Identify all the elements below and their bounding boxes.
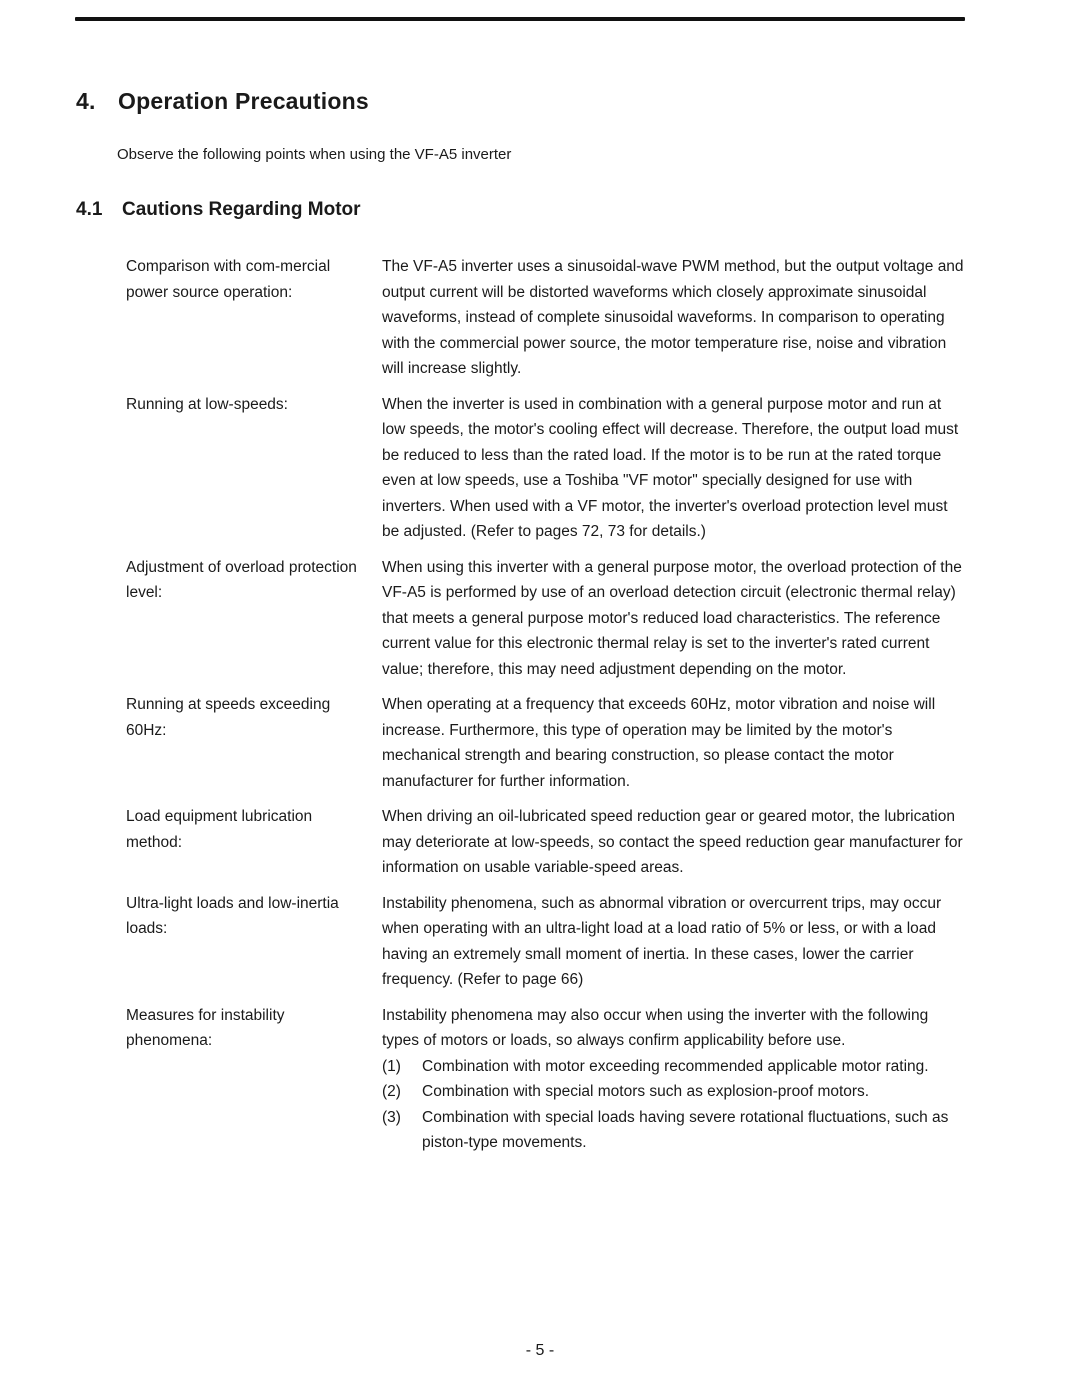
instability-conditions-list	[382, 1054, 968, 1156]
caution-body	[382, 1003, 968, 1156]
caution-text: When the inverter is used in combination with a general purpose motor and run at low speeds, the motor's cooling effect will decrease. Therefore, the output load must be reduced to less than the rated load. If the motor is to be run at the rated torque even at low speeds, use a Toshiba "VF motor" specially designed for use with inverters. When used with a VF motor, the inverter's overload protection level must be adjusted. (Refer to pages 72, 73 for details.)	[382, 395, 959, 540]
caution-label: Measures for instability phenomena:	[126, 1006, 285, 1049]
caution-body	[382, 891, 968, 993]
list-marker: (2)	[382, 1083, 401, 1100]
caution-low-speeds	[126, 392, 968, 545]
caution-body	[382, 254, 968, 382]
caution-body	[382, 804, 968, 881]
caution-lubrication	[126, 804, 968, 881]
section-title-text: Operation Precautions	[118, 88, 369, 114]
section-title	[76, 88, 369, 115]
caution-body	[382, 692, 968, 794]
caution-label: Comparison with com-mercial power source operation:	[126, 258, 331, 301]
subsection-number: 4.1	[76, 199, 103, 220]
caution-text: When using this inverter with a general purpose motor, the overload protection of the VF-A5 is performed by use of an overload detection circuit (electronic thermal relay) that meets a general purpose motor's reduced load characteristics. The reference current value for this electronic thermal relay is set to the inverter's rated current value; therefore, this may need adjustment depending on the motor.	[382, 558, 962, 678]
caution-label: Running at speeds exceeding 60Hz:	[126, 696, 331, 739]
caution-instability	[126, 1003, 968, 1156]
list-item	[382, 1079, 968, 1105]
intro-text: Observe the following points when using the VF-A5 inverter	[117, 146, 512, 163]
list-item-text: Combination with motor exceeding recommended applicable motor rating.	[422, 1057, 929, 1075]
list-item-text: Combination with special loads having severe rotational fluctuations, such as piston-type movements.	[422, 1108, 949, 1151]
caution-label: Ultra-light loads and low-inertia loads:	[126, 894, 339, 937]
list-item	[382, 1105, 968, 1156]
section-number: 4.	[76, 88, 96, 114]
caution-body	[382, 392, 968, 545]
subsection-title	[76, 199, 361, 221]
caution-text: When driving an oil-lubricated speed reduction gear or geared motor, the lubrication may deteriorate at low-speeds, so contact the speed reduction gear manufacturer for information on usable variable-speed areas.	[382, 808, 963, 876]
caution-text: Instability phenomena may also occur when using the inverter with the following types of motors or loads, so always confirm applicability before use.	[382, 1006, 929, 1049]
caution-body	[382, 555, 968, 683]
caution-high-speeds	[126, 692, 968, 794]
caution-label: Running at low-speeds:	[126, 395, 288, 413]
top-rule	[75, 17, 965, 21]
cautions-list	[126, 254, 968, 1166]
caution-label: Adjustment of overload protection level:	[126, 558, 357, 601]
list-item-text: Combination with special motors such as explosion-proof motors.	[422, 1083, 870, 1100]
list-marker: (3)	[382, 1108, 401, 1126]
caution-overload-protection	[126, 555, 968, 683]
caution-text: Instability phenomena, such as abnormal vibration or overcurrent trips, may occur when operating with an ultra-light load at a load ratio of 5% or less, or with a load having an extremely small moment of inertia. In these cases, lower the carrier frequency. (Refer to page 66)	[382, 894, 942, 988]
subsection-title-text: Cautions Regarding Motor	[122, 199, 361, 220]
list-item	[382, 1054, 968, 1080]
caution-label: Load equipment lubrication method:	[126, 808, 313, 851]
list-marker: (1)	[382, 1057, 401, 1075]
caution-light-loads	[126, 891, 968, 993]
caution-text: The VF-A5 inverter uses a sinusoidal-wave PWM method, but the output voltage and output current will be distorted waveforms which closely approximate sinusoidal waveforms, instead of complete sinusoidal waveforms. In comparison to operating with the commercial power source, the motor temperature rise, noise and vibration will increase slightly.	[382, 258, 964, 377]
caution-text: When operating at a frequency that exceeds 60Hz, motor vibration and noise will increase. Furthermore, this type of operation may be limited by the motor's mechanical strength and bearing construction, so please contact the motor manufacturer for further information.	[382, 696, 936, 790]
page-number: - 5 -	[525, 1342, 555, 1359]
caution-commercial-power	[126, 254, 968, 382]
